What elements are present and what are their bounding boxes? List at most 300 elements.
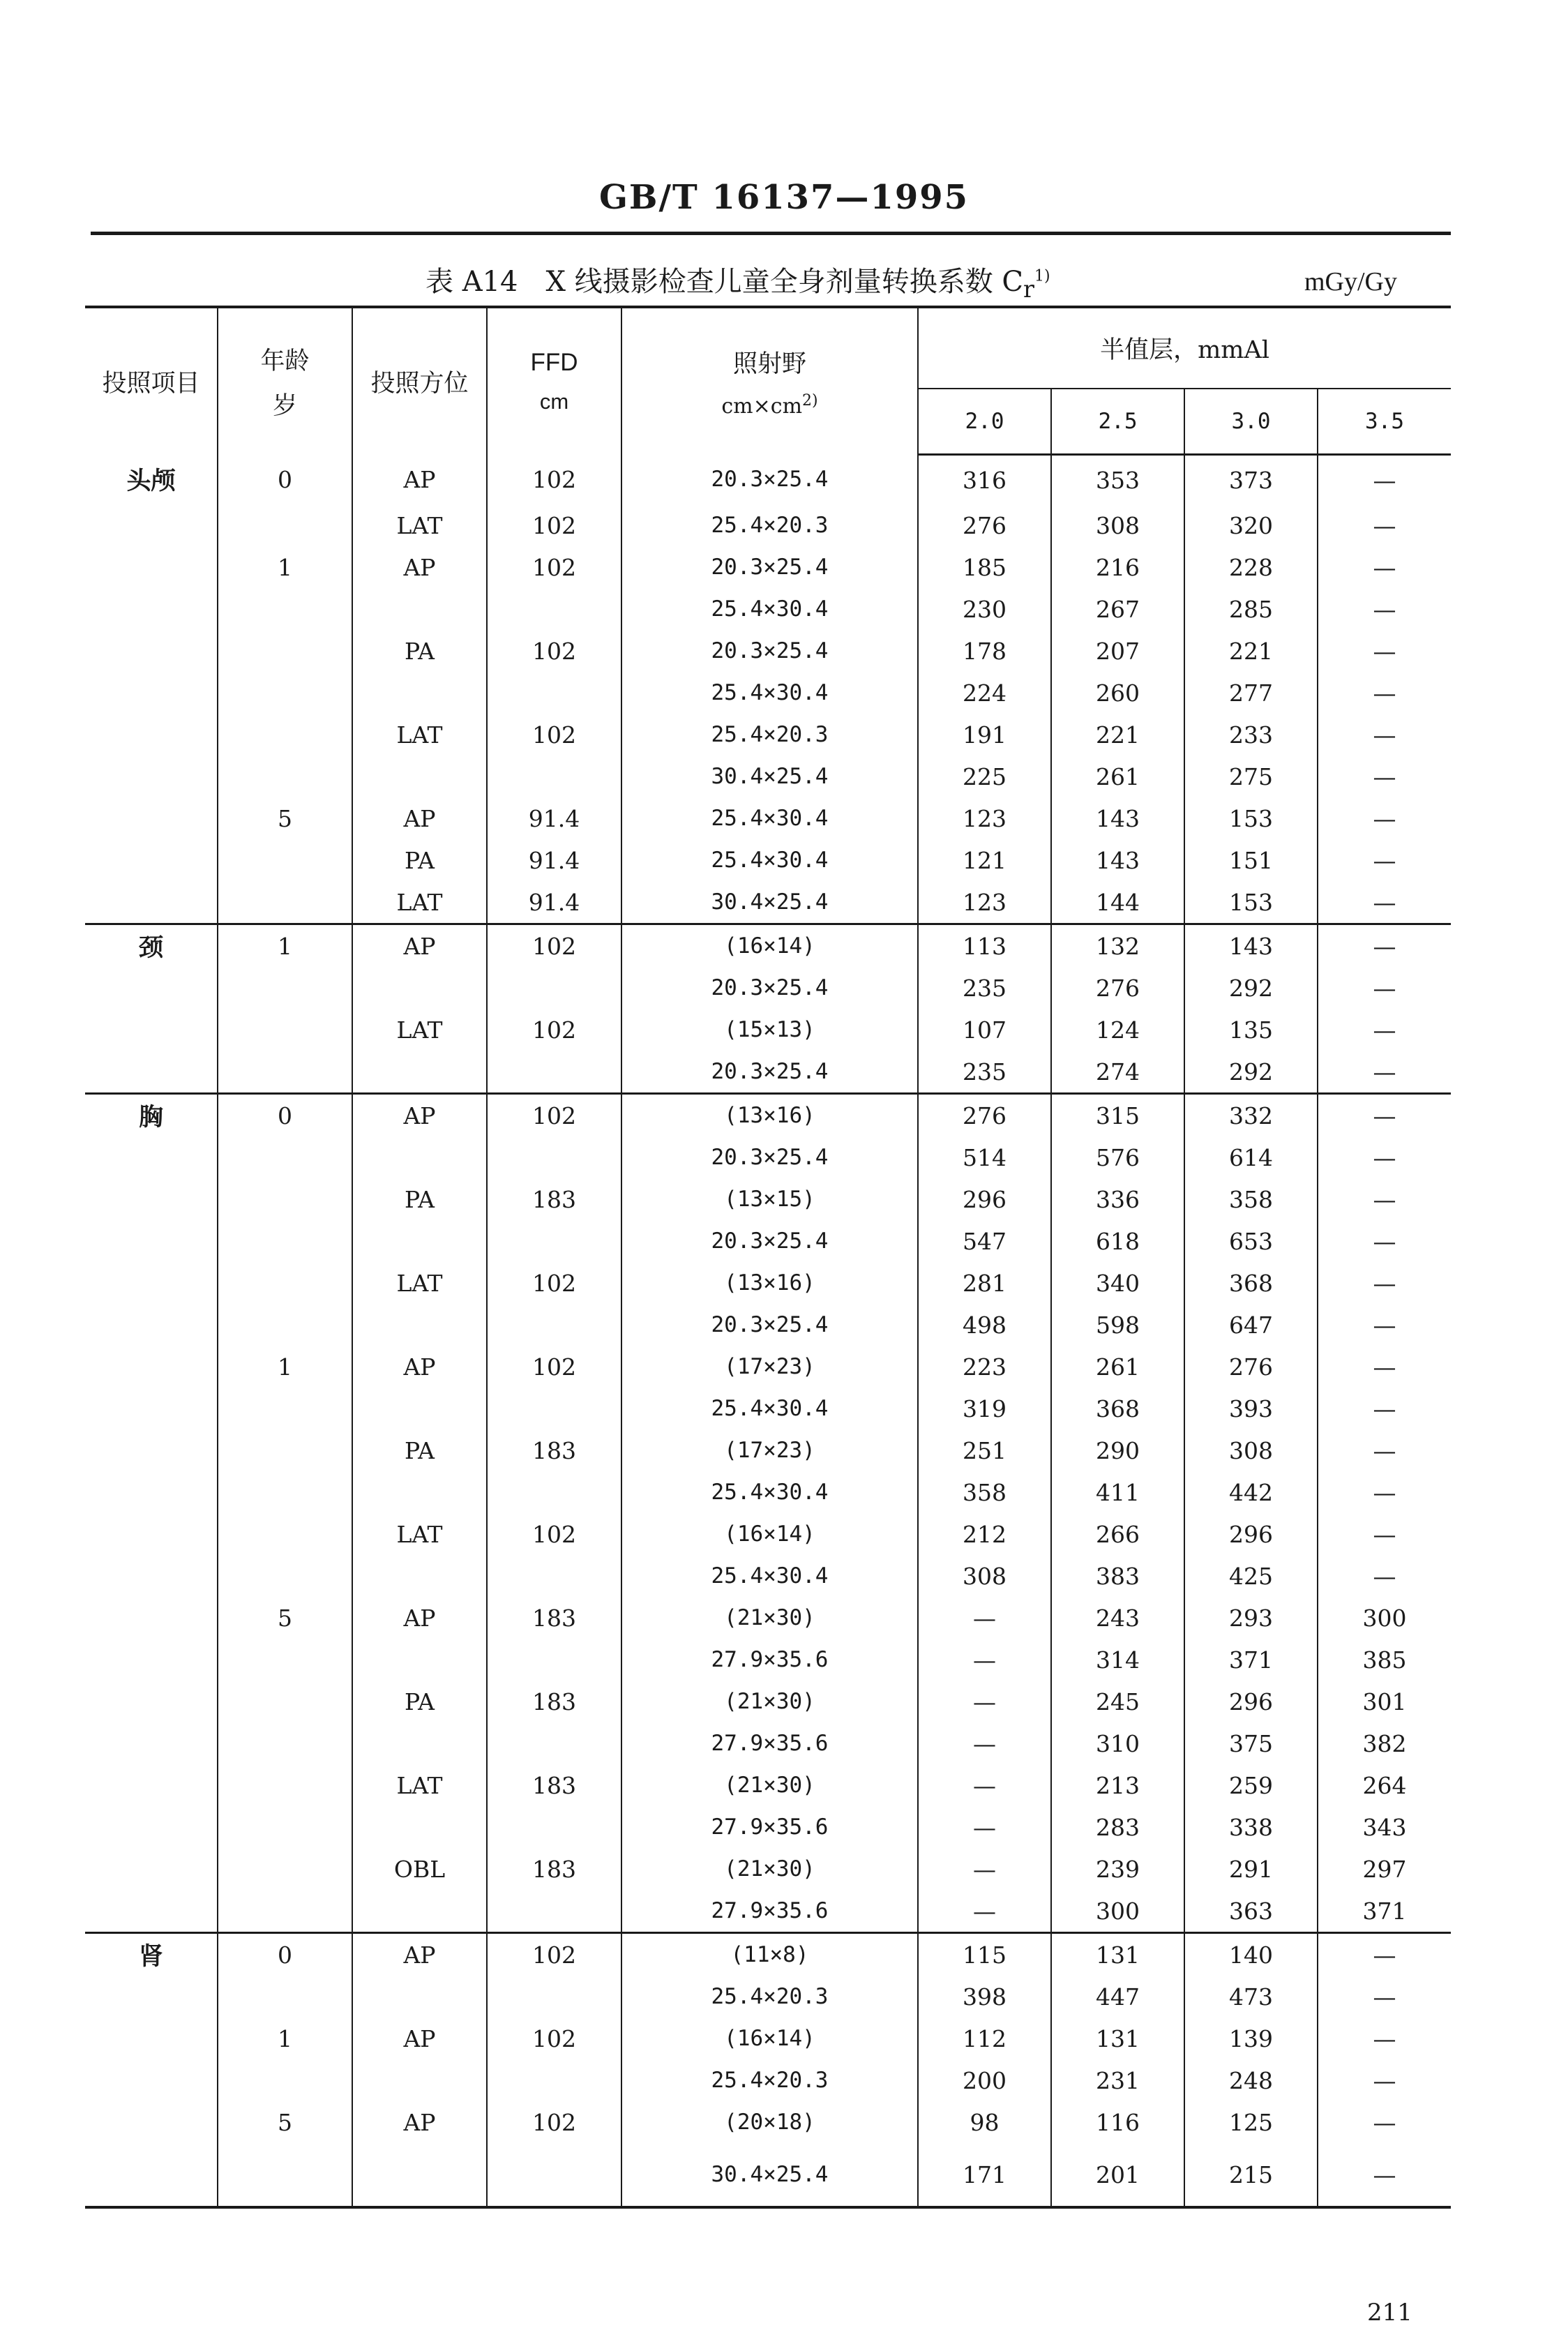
cell-hvl-3-0: 277 xyxy=(1184,672,1318,714)
cell-direction: PA xyxy=(352,630,487,672)
cell-age xyxy=(218,1220,352,1262)
cell-ffd xyxy=(487,2143,621,2207)
cell-hvl-3-5: — xyxy=(1373,1227,1396,1255)
cell-project xyxy=(85,1136,218,1178)
cell-ffd: 91.4 xyxy=(487,797,621,839)
header-field xyxy=(621,307,918,455)
table-row xyxy=(85,1094,1451,1137)
cell-hvl-3-0: 338 xyxy=(1184,1806,1318,1848)
cell-hvl-2-5: 315 xyxy=(1051,1094,1184,1137)
cell-direction: LAT xyxy=(352,1764,487,1806)
cell-hvl-2-0: — xyxy=(918,1722,1051,1764)
cell-hvl-2-5: 276 xyxy=(1051,967,1184,1009)
cell-ffd: 102 xyxy=(487,630,621,672)
cell-hvl-3-0: 320 xyxy=(1184,504,1318,546)
cell-project xyxy=(85,1471,218,1513)
cell-ffd: 102 xyxy=(487,1009,621,1051)
header-age xyxy=(218,307,352,455)
cell-direction xyxy=(352,2143,487,2207)
cell-hvl-2-0: 235 xyxy=(918,967,1051,1009)
header-hvl-2-5: 2.5 xyxy=(1051,389,1184,455)
table-row xyxy=(85,1597,1451,1639)
cell-project xyxy=(85,2101,218,2143)
cell-ffd: 102 xyxy=(487,1262,621,1304)
cell-ffd xyxy=(487,1471,621,1513)
cell-age xyxy=(218,1681,352,1722)
cell-hvl-2-0: 212 xyxy=(918,1513,1051,1555)
cell-hvl-2-5: 213 xyxy=(1051,1764,1184,1806)
cell-field: 25.4×30.4 xyxy=(621,1471,918,1513)
cell-hvl-2-5: 261 xyxy=(1051,756,1184,797)
cell-hvl-2-5: 314 xyxy=(1051,1639,1184,1681)
cell-project xyxy=(85,1304,218,1346)
cell-hvl-2-0: — xyxy=(918,1639,1051,1681)
cell-hvl-3-5: — xyxy=(1373,1143,1396,1171)
table-row xyxy=(85,1220,1451,1262)
cell-hvl-3-0: 473 xyxy=(1184,1976,1318,2018)
cell-age: 0 xyxy=(218,1933,352,1976)
cell-ffd: 102 xyxy=(487,455,621,505)
cell-age xyxy=(218,1764,352,1806)
cell-hvl-3-0: 375 xyxy=(1184,1722,1318,1764)
cell-hvl-2-0: 547 xyxy=(918,1220,1051,1262)
cell-hvl-2-0: 178 xyxy=(918,630,1051,672)
table-row xyxy=(85,1051,1451,1094)
cell-hvl-2-0: 200 xyxy=(918,2059,1051,2101)
table-row xyxy=(85,1722,1451,1764)
cell-ffd xyxy=(487,1639,621,1681)
cell-ffd xyxy=(487,2059,621,2101)
table-row xyxy=(85,1429,1451,1471)
cell-hvl-2-5: 267 xyxy=(1051,588,1184,630)
cell-hvl-3-0: 373 xyxy=(1184,455,1318,505)
cell-hvl-2-5: 201 xyxy=(1051,2143,1184,2207)
cell-ffd: 102 xyxy=(487,2018,621,2059)
cell-hvl-3-0: 151 xyxy=(1184,839,1318,881)
cell-ffd: 102 xyxy=(487,2101,621,2143)
cell-field: (16×14) xyxy=(621,1513,918,1555)
cell-direction xyxy=(352,588,487,630)
cell-hvl-3-0: 125 xyxy=(1184,2101,1318,2143)
cell-field: (16×14) xyxy=(621,2018,918,2059)
cell-hvl-3-5: — xyxy=(1373,637,1396,665)
cell-ffd: 183 xyxy=(487,1848,621,1890)
cell-hvl-2-5: 260 xyxy=(1051,672,1184,714)
cell-direction: AP xyxy=(352,1597,487,1639)
cell-hvl-3-5: — xyxy=(1373,511,1396,539)
cell-field: 25.4×30.4 xyxy=(621,797,918,839)
header-hvl: 半值层，mmAl xyxy=(918,307,1451,389)
standard-number: GB/T 16137—1995 xyxy=(598,178,970,217)
header-age-line2: 岁 xyxy=(272,391,297,420)
cell-direction: LAT xyxy=(352,1009,487,1051)
cell-hvl-2-0: 251 xyxy=(918,1429,1051,1471)
cell-field: 30.4×25.4 xyxy=(621,2143,918,2207)
cell-hvl-3-0: 248 xyxy=(1184,2059,1318,2101)
cell-ffd xyxy=(487,756,621,797)
cell-hvl-2-5: 598 xyxy=(1051,1304,1184,1346)
cell-age xyxy=(218,1848,352,1890)
cell-project xyxy=(85,839,218,881)
header-rule xyxy=(91,232,1451,235)
cell-hvl-3-5: — xyxy=(1373,2066,1396,2094)
cell-field: 25.4×20.3 xyxy=(621,504,918,546)
cell-field: 20.3×25.4 xyxy=(621,967,918,1009)
cell-hvl-3-0: 292 xyxy=(1184,967,1318,1009)
cell-hvl-3-0: 308 xyxy=(1184,1429,1318,1471)
header-hvl-3-5: 3.5 xyxy=(1318,389,1451,455)
cell-direction xyxy=(352,1722,487,1764)
cell-age xyxy=(218,1890,352,1933)
cell-age xyxy=(218,1051,352,1094)
cell-ffd: 102 xyxy=(487,1346,621,1388)
cell-project xyxy=(85,797,218,839)
table-row xyxy=(85,714,1451,756)
cell-project xyxy=(85,504,218,546)
cell-hvl-3-0: 292 xyxy=(1184,1051,1318,1094)
cell-hvl-2-5: 336 xyxy=(1051,1178,1184,1220)
cell-hvl-3-5: — xyxy=(1373,679,1396,707)
cell-hvl-3-0: 285 xyxy=(1184,588,1318,630)
table-row xyxy=(85,1009,1451,1051)
cell-hvl-2-0: 398 xyxy=(918,1976,1051,2018)
cell-field: (21×30) xyxy=(621,1764,918,1806)
cell-age: 5 xyxy=(218,2101,352,2143)
cell-project xyxy=(85,1722,218,1764)
cell-field: 25.4×30.4 xyxy=(621,1388,918,1429)
cell-hvl-2-5: 261 xyxy=(1051,1346,1184,1388)
table-row xyxy=(85,1513,1451,1555)
cell-direction: AP xyxy=(352,1094,487,1137)
cell-ffd xyxy=(487,1220,621,1262)
cell-hvl-2-5: 310 xyxy=(1051,1722,1184,1764)
cell-hvl-2-0: 225 xyxy=(918,756,1051,797)
cell-ffd: 183 xyxy=(487,1764,621,1806)
table-row xyxy=(85,1136,1451,1178)
cell-hvl-3-5: — xyxy=(1373,595,1396,623)
cell-hvl-2-0: 223 xyxy=(918,1346,1051,1388)
cell-direction xyxy=(352,967,487,1009)
cell-hvl-2-5: 221 xyxy=(1051,714,1184,756)
cell-direction xyxy=(352,672,487,714)
cell-hvl-3-0: 425 xyxy=(1184,1555,1318,1597)
table-row xyxy=(85,1304,1451,1346)
cell-age xyxy=(218,1806,352,1848)
cell-hvl-3-5: — xyxy=(1373,1562,1396,1590)
cell-hvl-3-0: 368 xyxy=(1184,1262,1318,1304)
cell-direction xyxy=(352,1471,487,1513)
cell-field: 20.3×25.4 xyxy=(621,1220,918,1262)
table-row xyxy=(85,455,1451,505)
cell-hvl-2-5: 447 xyxy=(1051,1976,1184,2018)
cell-hvl-3-5: — xyxy=(1373,466,1396,494)
table-row xyxy=(85,504,1451,546)
cell-hvl-3-0: 371 xyxy=(1184,1639,1318,1681)
cell-age xyxy=(218,1471,352,1513)
cell-project: 肾 xyxy=(85,1933,218,1976)
table-row xyxy=(85,1471,1451,1513)
cell-project xyxy=(85,1346,218,1388)
cell-direction: AP xyxy=(352,924,487,968)
cell-hvl-2-0: 123 xyxy=(918,797,1051,839)
cell-project xyxy=(85,2143,218,2207)
cell-hvl-3-5: — xyxy=(1373,1983,1396,2011)
cell-project xyxy=(85,1681,218,1722)
cell-hvl-2-0: 276 xyxy=(918,1094,1051,1137)
cell-field: (21×30) xyxy=(621,1597,918,1639)
cell-age xyxy=(218,1429,352,1471)
cell-hvl-3-5: — xyxy=(1373,1269,1396,1297)
conversion-coefficient-table xyxy=(85,306,1451,2209)
cell-age xyxy=(218,1722,352,1764)
cell-direction: AP xyxy=(352,797,487,839)
cell-hvl-3-0: 296 xyxy=(1184,1681,1318,1722)
table-row xyxy=(85,1639,1451,1681)
cell-hvl-3-5: — xyxy=(1373,804,1396,832)
cell-hvl-2-5: 308 xyxy=(1051,504,1184,546)
cell-project xyxy=(85,1597,218,1639)
cell-ffd: 91.4 xyxy=(487,839,621,881)
cell-age xyxy=(218,881,352,924)
cell-direction xyxy=(352,1806,487,1848)
caption-footnote-mark: 1) xyxy=(1034,267,1050,285)
cell-hvl-3-0: 363 xyxy=(1184,1890,1318,1933)
header-ffd-line1: FFD xyxy=(530,348,578,376)
table-body xyxy=(85,455,1451,2208)
cell-field: 27.9×35.6 xyxy=(621,1806,918,1848)
cell-hvl-2-0: 185 xyxy=(918,546,1051,588)
cell-field: 30.4×25.4 xyxy=(621,756,918,797)
cell-field: 20.3×25.4 xyxy=(621,455,918,505)
cell-hvl-2-5: 207 xyxy=(1051,630,1184,672)
table-row xyxy=(85,1848,1451,1890)
cell-project xyxy=(85,630,218,672)
table-row xyxy=(85,2143,1451,2207)
cell-hvl-2-5: 300 xyxy=(1051,1890,1184,1933)
cell-age: 1 xyxy=(218,2018,352,2059)
table-row xyxy=(85,1262,1451,1304)
cell-hvl-2-0: 107 xyxy=(918,1009,1051,1051)
cell-hvl-2-5: 290 xyxy=(1051,1429,1184,1471)
cell-hvl-3-0: 153 xyxy=(1184,797,1318,839)
cell-hvl-2-0: — xyxy=(918,1848,1051,1890)
cell-project xyxy=(85,1806,218,1848)
cell-ffd: 183 xyxy=(487,1681,621,1722)
cell-hvl-3-5: — xyxy=(1373,846,1396,874)
cell-project xyxy=(85,1639,218,1681)
table-row xyxy=(85,924,1451,968)
cell-hvl-3-0: 215 xyxy=(1184,2143,1318,2207)
header-hvl-3-0: 3.0 xyxy=(1184,389,1318,455)
cell-hvl-2-5: 353 xyxy=(1051,455,1184,505)
cell-hvl-3-0: 233 xyxy=(1184,714,1318,756)
cell-hvl-3-5: — xyxy=(1373,888,1396,916)
table-caption xyxy=(425,260,1050,303)
cell-hvl-2-0: 115 xyxy=(918,1933,1051,1976)
cell-hvl-3-0: 228 xyxy=(1184,546,1318,588)
cell-age xyxy=(218,1976,352,2018)
cell-hvl-2-0: 308 xyxy=(918,1555,1051,1597)
cell-project xyxy=(85,756,218,797)
cell-project: 头颅 xyxy=(85,455,218,505)
header-field-unit: cm×cm xyxy=(721,393,803,419)
cell-project xyxy=(85,1890,218,1933)
cell-project xyxy=(85,1262,218,1304)
caption-subscript: r xyxy=(1023,276,1034,303)
cell-hvl-3-5: — xyxy=(1373,1353,1396,1381)
cell-direction xyxy=(352,1388,487,1429)
cell-direction: AP xyxy=(352,1346,487,1388)
cell-field: (21×30) xyxy=(621,1848,918,1890)
table-row xyxy=(85,2059,1451,2101)
header-ffd xyxy=(487,307,621,455)
cell-direction: PA xyxy=(352,1681,487,1722)
cell-project xyxy=(85,1009,218,1051)
cell-hvl-2-0: 230 xyxy=(918,588,1051,630)
table-row xyxy=(85,1681,1451,1722)
cell-hvl-3-0: 653 xyxy=(1184,1220,1318,1262)
cell-hvl-3-5: — xyxy=(1373,762,1396,790)
cell-hvl-3-0: 259 xyxy=(1184,1764,1318,1806)
cell-hvl-3-0: 293 xyxy=(1184,1597,1318,1639)
cell-hvl-2-0: 113 xyxy=(918,924,1051,968)
cell-age xyxy=(218,714,352,756)
cell-age xyxy=(218,839,352,881)
cell-hvl-2-5: 340 xyxy=(1051,1262,1184,1304)
cell-hvl-2-0: 296 xyxy=(918,1178,1051,1220)
cell-field: (17×23) xyxy=(621,1429,918,1471)
cell-age: 1 xyxy=(218,1346,352,1388)
cell-project xyxy=(85,1429,218,1471)
cell-project xyxy=(85,1220,218,1262)
cell-hvl-3-0: 614 xyxy=(1184,1136,1318,1178)
cell-age: 0 xyxy=(218,1094,352,1137)
cell-hvl-2-0: 112 xyxy=(918,2018,1051,2059)
cell-hvl-2-0: 121 xyxy=(918,839,1051,881)
cell-field: (17×23) xyxy=(621,1346,918,1388)
cell-field: (21×30) xyxy=(621,1681,918,1722)
header-field-line2 xyxy=(622,392,917,419)
cell-direction xyxy=(352,1051,487,1094)
cell-field: (20×18) xyxy=(621,2101,918,2143)
cell-hvl-2-5: 411 xyxy=(1051,1471,1184,1513)
cell-hvl-2-0: 235 xyxy=(918,1051,1051,1094)
cell-direction xyxy=(352,1890,487,1933)
cell-ffd: 102 xyxy=(487,546,621,588)
cell-hvl-2-0: 191 xyxy=(918,714,1051,756)
cell-hvl-2-5: 283 xyxy=(1051,1806,1184,1848)
cell-hvl-3-5: 371 xyxy=(1362,1897,1407,1925)
cell-field: (15×13) xyxy=(621,1009,918,1051)
cell-hvl-2-0: — xyxy=(918,1806,1051,1848)
cell-project xyxy=(85,1976,218,2018)
header-hvl-2-0: 2.0 xyxy=(918,389,1051,455)
cell-field: 25.4×30.4 xyxy=(621,672,918,714)
cell-direction xyxy=(352,1304,487,1346)
cell-field: 20.3×25.4 xyxy=(621,630,918,672)
page-number: 211 xyxy=(1367,2299,1412,2327)
cell-project: 胸 xyxy=(85,1094,218,1137)
cell-hvl-2-0: 171 xyxy=(918,2143,1051,2207)
table-row xyxy=(85,2018,1451,2059)
cell-ffd: 102 xyxy=(487,714,621,756)
cell-hvl-3-5: — xyxy=(1373,2024,1396,2052)
cell-hvl-3-5: — xyxy=(1373,1395,1396,1422)
cell-age xyxy=(218,756,352,797)
cell-project xyxy=(85,1555,218,1597)
cell-hvl-2-5: 143 xyxy=(1051,797,1184,839)
cell-hvl-3-5: — xyxy=(1373,1016,1396,1044)
cell-project xyxy=(85,1388,218,1429)
cell-hvl-3-5: — xyxy=(1373,553,1396,581)
header-ffd-line2: cm xyxy=(539,389,569,414)
header-age-line1: 年龄 xyxy=(260,347,310,375)
cell-hvl-3-5: — xyxy=(1373,1520,1396,1548)
cell-hvl-3-0: 153 xyxy=(1184,881,1318,924)
cell-field: 20.3×25.4 xyxy=(621,1051,918,1094)
cell-field: (13×16) xyxy=(621,1094,918,1137)
cell-hvl-2-5: 144 xyxy=(1051,881,1184,924)
cell-ffd xyxy=(487,1555,621,1597)
cell-hvl-3-0: 291 xyxy=(1184,1848,1318,1890)
cell-hvl-3-5: — xyxy=(1373,1436,1396,1464)
cell-hvl-3-0: 140 xyxy=(1184,1933,1318,1976)
cell-age xyxy=(218,588,352,630)
table-row xyxy=(85,1178,1451,1220)
table-row xyxy=(85,756,1451,797)
cell-project xyxy=(85,1848,218,1890)
cell-direction xyxy=(352,2059,487,2101)
cell-hvl-2-5: 124 xyxy=(1051,1009,1184,1051)
cell-hvl-3-5: — xyxy=(1373,1185,1396,1213)
cell-direction: LAT xyxy=(352,1513,487,1555)
cell-direction: PA xyxy=(352,1429,487,1471)
cell-hvl-2-0: 498 xyxy=(918,1304,1051,1346)
cell-hvl-2-0: 224 xyxy=(918,672,1051,714)
cell-project xyxy=(85,967,218,1009)
header-project: 投照项目 xyxy=(85,307,218,455)
cell-age xyxy=(218,967,352,1009)
cell-direction: AP xyxy=(352,1933,487,1976)
cell-hvl-2-5: 132 xyxy=(1051,924,1184,968)
cell-age xyxy=(218,1513,352,1555)
cell-hvl-2-5: 576 xyxy=(1051,1136,1184,1178)
cell-hvl-2-5: 383 xyxy=(1051,1555,1184,1597)
table-row xyxy=(85,672,1451,714)
cell-hvl-3-5: 297 xyxy=(1362,1855,1407,1883)
cell-field: 30.4×25.4 xyxy=(621,881,918,924)
cell-hvl-3-0: 296 xyxy=(1184,1513,1318,1555)
cell-age: 5 xyxy=(218,1597,352,1639)
cell-hvl-2-5: 116 xyxy=(1051,2101,1184,2143)
cell-ffd: 183 xyxy=(487,1178,621,1220)
cell-direction xyxy=(352,1976,487,2018)
cell-direction: LAT xyxy=(352,881,487,924)
header-field-footnote: 2) xyxy=(802,391,818,410)
cell-hvl-3-5: — xyxy=(1318,1933,1451,1976)
cell-hvl-2-5: 131 xyxy=(1051,2018,1184,2059)
cell-hvl-3-0: 647 xyxy=(1184,1304,1318,1346)
cell-field: 25.4×20.3 xyxy=(621,714,918,756)
table-row xyxy=(85,1976,1451,2018)
cell-project xyxy=(85,714,218,756)
cell-age xyxy=(218,504,352,546)
cell-project xyxy=(85,1513,218,1555)
cell-hvl-3-0: 332 xyxy=(1184,1094,1318,1137)
cell-field: 20.3×25.4 xyxy=(621,546,918,588)
cell-ffd: 183 xyxy=(487,1429,621,1471)
cell-field: 20.3×25.4 xyxy=(621,1136,918,1178)
